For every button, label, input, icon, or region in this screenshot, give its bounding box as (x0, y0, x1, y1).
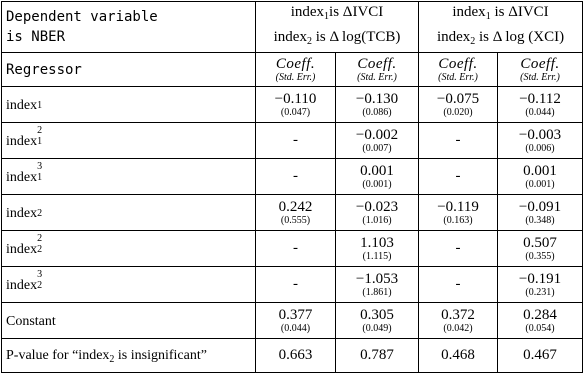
coefficient-cell (498, 159, 583, 195)
regressor-name: index (6, 278, 38, 293)
standard-error: (1.861) (362, 286, 392, 298)
xci-line1-subscript: 1 (485, 11, 491, 22)
regressor-subscript: 2 (37, 244, 43, 255)
coefficient-value: −0.075 (436, 90, 480, 107)
coefficient-value: −0.003 (518, 126, 562, 143)
coefficient-value: 0.001 (523, 162, 557, 179)
coefficient-value: 0.305 (360, 306, 394, 323)
standard-error: (0.020) (443, 106, 473, 118)
table-row (2, 159, 583, 195)
coefficient-value: 0.284 (523, 306, 557, 323)
coefficient-value: 0.372 (441, 306, 475, 323)
xci-line1-index: index (452, 4, 486, 20)
coefficient-value: −0.191 (518, 270, 562, 287)
coef-header-4 (498, 53, 583, 87)
regressor-scripts (37, 203, 45, 217)
subheader-row (2, 53, 583, 87)
standard-error: (1.016) (362, 214, 392, 226)
coefficient-cell (256, 267, 336, 303)
coefficient-value: −0.002 (355, 126, 399, 143)
table-row (2, 267, 583, 303)
xci-model-header (419, 2, 583, 53)
tcb-model-header (256, 2, 419, 53)
standard-error: (0.348) (525, 214, 555, 226)
regressor-cell (2, 303, 256, 339)
coefficient-cell (498, 303, 583, 339)
coefficient-value: 0.377 (278, 306, 313, 323)
coef-label: Coeff. (275, 55, 316, 72)
coefficient-cell (419, 195, 498, 231)
regressor-power: 3 (37, 161, 43, 172)
table-row (2, 87, 583, 123)
standard-error: (0.231) (525, 286, 555, 298)
regressor-name: index (6, 98, 38, 113)
standard-error: (0.355) (525, 250, 555, 262)
coefficient-cell (419, 87, 498, 123)
coefficient-value: - (293, 240, 298, 256)
coefficient-cell (336, 123, 419, 159)
coefficient-cell (256, 87, 336, 123)
standard-error: (0.086) (362, 106, 392, 118)
coefficient-cell (336, 267, 419, 303)
pvalue-label: P-value for “index (6, 348, 110, 363)
regressor-subscript: 1 (37, 100, 43, 111)
coefficient-cell (256, 159, 336, 195)
regressor-cell (2, 123, 256, 159)
coefficient-value: −0.023 (355, 198, 399, 215)
pvalue-value: 0.467 (523, 347, 557, 363)
standard-error: (1.115) (362, 250, 392, 262)
coefficient-value: - (455, 132, 461, 148)
pvalue-label-rest: is insignificant” (114, 348, 207, 363)
regressor-name: index (6, 242, 38, 257)
tcb-line2-subscript: 2 (306, 36, 312, 47)
coefficient-cell (498, 123, 583, 159)
coefficient-value: −0.112 (519, 90, 561, 107)
regressor-scripts (37, 161, 45, 183)
regressor-scripts (37, 125, 45, 147)
xci-line1-text: is ΔIVCI (490, 4, 549, 20)
regressor-name: index (6, 170, 38, 185)
coefficient-cell (498, 195, 583, 231)
regressor-cell (2, 231, 256, 267)
standard-error: (0.555) (280, 214, 311, 226)
regressor-subscript: 1 (37, 136, 43, 147)
pvalue-cell (498, 339, 583, 373)
standard-error: (0.001) (525, 178, 555, 190)
tcb-line1-text: is ΔIVCI (329, 4, 384, 20)
pvalue-cell (419, 339, 498, 373)
coefficient-value: 0.001 (360, 162, 394, 179)
std-err-label: (Std. Err.) (275, 71, 316, 83)
pvalue-cell (336, 339, 419, 373)
coefficient-value: - (455, 276, 461, 292)
coefficient-cell (498, 87, 583, 123)
dependent-variable-line1: Dependent variable (6, 9, 158, 25)
coefficient-cell (336, 159, 419, 195)
standard-error: (0.001) (362, 178, 392, 190)
regressor-power: 2 (37, 233, 43, 244)
standard-error: (0.006) (525, 142, 555, 154)
coefficient-cell (256, 195, 336, 231)
std-err-label: (Std. Err.) (438, 71, 478, 83)
coef-header-2 (336, 53, 419, 87)
coefficient-cell (336, 87, 419, 123)
coefficient-cell (256, 303, 336, 339)
table-row (2, 123, 583, 159)
xci-line2-subscript: 2 (470, 36, 476, 47)
standard-error: (0.054) (525, 322, 555, 334)
coef-label: Coeff. (520, 55, 560, 72)
standard-error: (0.163) (443, 214, 473, 226)
coefficient-value: −0.110 (274, 90, 317, 107)
coefficient-cell (336, 231, 419, 267)
standard-error: (0.042) (443, 322, 473, 334)
xci-line2-index: index (436, 29, 471, 45)
table-row (2, 231, 583, 267)
header-row (2, 2, 583, 53)
coefficient-value: 0.242 (278, 198, 313, 215)
standard-error: (0.044) (525, 106, 555, 118)
coefficient-value: 1.103 (360, 234, 394, 251)
coef-label: Coeff. (438, 55, 478, 72)
std-err-label: (Std. Err.) (357, 71, 397, 83)
pvalue-cell (256, 339, 336, 373)
std-err-label: (Std. Err.) (520, 71, 560, 83)
tcb-line2-index: index (273, 29, 307, 45)
tcb-line2-text: is Δ log(TCB) (311, 29, 401, 45)
regressor-subscript: 1 (37, 172, 43, 183)
regressor-name: Constant (6, 313, 56, 329)
regressor-label: Regressor (6, 61, 82, 78)
coefficient-value: - (293, 132, 298, 148)
regressor-cell (2, 195, 256, 231)
standard-error: (0.007) (362, 142, 392, 154)
standard-error: (0.047) (280, 106, 311, 118)
coefficient-cell (498, 231, 583, 267)
coefficient-cell (419, 123, 498, 159)
tcb-line1-index: index (290, 4, 325, 20)
coefficient-value: - (293, 168, 298, 184)
coefficient-rows (2, 87, 583, 339)
coefficient-cell (419, 231, 498, 267)
coefficient-value: −0.119 (437, 198, 479, 215)
pvalue-label-cell (2, 339, 256, 373)
table-row (2, 303, 583, 339)
coefficient-value: −0.091 (518, 198, 562, 215)
regressor-scripts (37, 269, 45, 291)
coefficient-value: −0.130 (355, 90, 399, 107)
coefficient-cell (256, 231, 336, 267)
standard-error: (0.049) (362, 322, 392, 334)
regressor-subscript: 2 (37, 208, 43, 219)
pvalue-label-subscript: 2 (109, 354, 115, 365)
coefficient-cell (336, 303, 419, 339)
regression-table (1, 1, 583, 373)
pvalue-row (2, 339, 583, 373)
table-row (2, 195, 583, 231)
coefficient-cell (498, 267, 583, 303)
coef-label: Coeff. (357, 55, 397, 72)
regressor-subscript: 2 (37, 280, 43, 291)
coefficient-value: 0.507 (523, 234, 557, 251)
coefficient-cell (336, 195, 419, 231)
regressor-name: index (6, 134, 38, 149)
coefficient-cell (419, 267, 498, 303)
regressor-power: 3 (37, 269, 43, 280)
tcb-line1-subscript: 1 (324, 11, 330, 22)
pvalue-value: 0.468 (441, 347, 475, 363)
coefficient-value: - (455, 240, 461, 256)
coef-header-3 (419, 53, 498, 87)
coefficient-value: −1.053 (355, 270, 399, 287)
xci-line2-text: is Δ log (XCI) (475, 29, 565, 45)
pvalue-value: 0.787 (360, 347, 394, 363)
coefficient-cell (419, 159, 498, 195)
coefficient-cell (256, 123, 336, 159)
dependent-variable-line2: is NBER (6, 29, 66, 45)
standard-error: (0.044) (280, 322, 311, 334)
regressor-cell (2, 267, 256, 303)
regressor-cell (2, 87, 256, 123)
dependent-variable-cell (2, 2, 256, 53)
coefficient-cell (419, 303, 498, 339)
coef-header-1 (256, 53, 336, 87)
regressor-scripts (37, 233, 45, 255)
pvalue-value: 0.663 (278, 347, 313, 363)
regressor-cell (2, 159, 256, 195)
regressor-name: index (6, 206, 38, 221)
coefficient-value: - (455, 168, 461, 184)
coefficient-value: - (293, 276, 298, 292)
regressor-scripts (37, 95, 45, 109)
regressor-header (2, 53, 256, 87)
regressor-power: 2 (37, 125, 43, 136)
